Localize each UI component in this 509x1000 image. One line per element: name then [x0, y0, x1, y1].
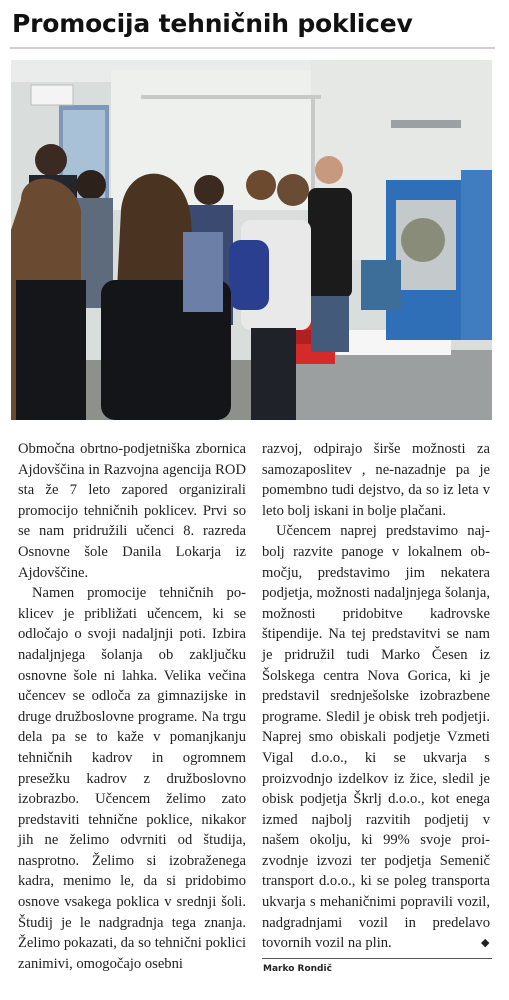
title-divider: [10, 47, 495, 49]
article-column-left: [18, 439, 246, 974]
paragraph: Učencem naprej predstavimo najbolj razvite panoge v lokalnem območju, predstavimo jim nekatera podjetja, možnosti nadaljnjega šolanja, možnosti pridobitve kadrovske štipendije. Na tej predstavitvi se nam je pridružil tudi Marko Česen iz Šolskega centra Nova Gorica, ki je predstavil srednješolske izobrazbene programe. Sledil je obisk treh podjetji. Naprej smo obiskali podjetje Vzmeti Vigal d.o.o., ki se ukvarja s proizvodnjo izdelkov iz žice, sledil je obisk podjetja Škrlj d.o.o., kot enega izmed najbolj razvitih podjetij v našem okolju, ki 99% svoje proizvodnje izvozi ter podjetja Semenič transport d.o.o., ki se poleg transporta ukvarja s mehaničnimi popravili vozil, nadgradnjami vozil in predelavo tovornih vozil na plin.: [262, 523, 490, 952]
article-title: Promocija tehničnih poklicev: [12, 9, 413, 38]
author-byline: Marko Rondič: [263, 964, 332, 974]
end-of-article-icon: ◆: [481, 936, 490, 949]
workshop-photo-illustration: [11, 60, 492, 420]
article-photo: [11, 60, 492, 420]
paragraph: razvoj, odpirajo širše možnosti za samozaposlitev , ne-nazadnje pa je pomembno tudi dejstvo, da so iz leta v leto bolj iskani in bolje plačani.: [262, 441, 490, 519]
paragraph: Namen promocije tehničnih poklicev je približati učencem, ki se odločajo o svoji nadaljnji poti. Izbira nadaljnjega šolanja ob zaključku osnovne šole ni lahka. Velika večina učencev se odloča za gimnazijske in druge družboslovne programe. Na trgu dela pa se to kaže v pomanjkanju tehničnih kadrov in ogromnem presežku kadrov z družboslovno izobrazbo. Učencem želimo zato predstaviti tehnične poklice, nikakor jih ne želimo odvrniti od študija, nasprotno. Želimo si izobraženega kadra, menimo le, da si pridobimo osnove vsakega poklica v srednji šoli. Študij je le nadgradnja tega znanja. Želimo pokazati, da so tehnični poklici zanimivi, omogočajo osebni: [18, 585, 246, 972]
author-divider: [262, 958, 492, 959]
article-column-right: [262, 439, 490, 954]
paragraph: Območna obrtno-podjetniška zbornica Ajdovščina in Razvojna agencija ROD sta že 7 leto zapored organizirali promocijo tehničnih poklicev. Prvi so se nam pridružili učenci 8. razreda Osnovne šole Danila Lokarja iz Ajdovščine.: [18, 441, 246, 581]
